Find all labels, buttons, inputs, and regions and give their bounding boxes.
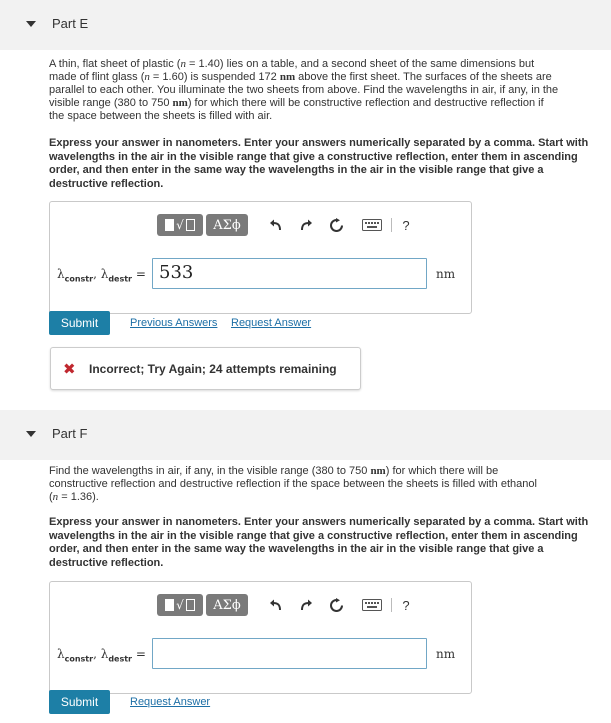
unit-label: nm [436, 647, 456, 661]
part-e-problem-text: A thin, flat sheet of plastic (n = 1.40) lies on a table, and a second sheet of the same dimensions but made of flint glass (n = 1.60) is suspended 172 nm above the first sheet. The surfaces of the sheets are parallel to each other. You illuminate the two sheets from above. Find the wavelengths in air, if any, in the visible range (380 to 750 nm) for which there will be constructive reflection and destructive reflection if the space between the sheets is filled with air. [49, 58, 559, 122]
math-toolbar [157, 593, 416, 617]
part-e-header[interactable] [0, 0, 611, 50]
greek-symbols-button[interactable]: AΣϕ [206, 214, 248, 236]
redo-icon [299, 218, 313, 232]
redo-icon [299, 598, 313, 612]
part-f-header[interactable] [0, 410, 611, 460]
answer-row [50, 638, 473, 670]
submit-button[interactable]: Submit [49, 690, 110, 714]
part-f-problem-text: Find the wavelengths in air, if any, in the visible range (380 to 750 nm) for which there will be constructive reflection and destructive reflection if the space between the sheets is filled with ethanol (n = 1.36). [49, 465, 537, 503]
box-icon [186, 599, 195, 611]
collapse-caret-icon[interactable] [26, 431, 36, 437]
undo-button[interactable] [261, 594, 291, 616]
undo-button[interactable] [261, 214, 291, 236]
part-e-instructions: Express your answer in nanometers. Enter your answers numerically separated by a comma. Start with wavelengths in the air in the visible range that give a constructive reflection, enter them in ascending order, and then enter in the same way the wavelengths in the air in the visible range that give a destructive reflection. [49, 137, 589, 190]
math-toolbar [157, 213, 416, 237]
error-icon: ✖ [63, 361, 76, 378]
reset-button[interactable] [321, 594, 351, 616]
keyboard-icon [362, 599, 382, 611]
keyboard-button[interactable] [357, 214, 387, 236]
redo-button[interactable] [291, 594, 321, 616]
keyboard-icon [362, 219, 382, 231]
answer-label: $\lambda_{constr}$, $\lambda_{destr}$ = [57, 267, 146, 284]
part-f-title: Part F [52, 426, 88, 441]
part-f-instructions: Express your answer in nanometers. Enter your answers numerically separated by a comma. Start with wavelengths in the air in the visible range that give a constructive reflection, enter them in ascending order, and then enter in the same way the wavelengths in the air in the visible range that give a destructive reflection. [49, 516, 589, 569]
previous-answers-link[interactable]: Previous Answers [130, 317, 218, 329]
templates-button[interactable] [157, 214, 203, 236]
feedback-message: Incorrect; Try Again; 24 attempts remaining [89, 362, 337, 376]
reset-icon [329, 218, 344, 233]
submit-button[interactable]: Submit [49, 311, 110, 335]
templates-button[interactable] [157, 594, 203, 616]
part-e-title: Part E [52, 16, 89, 31]
square-icon [165, 599, 174, 611]
reset-icon [329, 598, 344, 613]
square-icon [165, 219, 174, 231]
answer-input[interactable] [152, 638, 427, 669]
undo-icon [269, 218, 283, 232]
toolbar-divider [391, 598, 392, 612]
keyboard-button[interactable] [357, 594, 387, 616]
unit-label: nm [436, 267, 456, 281]
redo-button[interactable] [291, 214, 321, 236]
box-icon [186, 219, 195, 231]
answer-label: $\lambda_{constr}$, $\lambda_{destr}$ = [57, 647, 146, 664]
toolbar-divider [391, 218, 392, 232]
answer-row [50, 258, 473, 290]
help-button[interactable]: ? [402, 597, 410, 613]
radical-icon: √ [176, 218, 184, 232]
greek-symbols-button[interactable]: AΣϕ [206, 594, 248, 616]
help-button[interactable]: ? [402, 217, 410, 233]
request-answer-link[interactable]: Request Answer [231, 317, 312, 329]
reset-button[interactable] [321, 214, 351, 236]
request-answer-link[interactable]: Request Answer [130, 696, 211, 708]
answer-input[interactable]: 533 [152, 258, 427, 289]
undo-icon [269, 598, 283, 612]
radical-icon: √ [176, 598, 184, 612]
feedback-box [50, 347, 361, 390]
collapse-caret-icon[interactable] [26, 21, 36, 27]
part-f-answer-box [49, 581, 472, 694]
part-e-answer-box [49, 201, 472, 314]
